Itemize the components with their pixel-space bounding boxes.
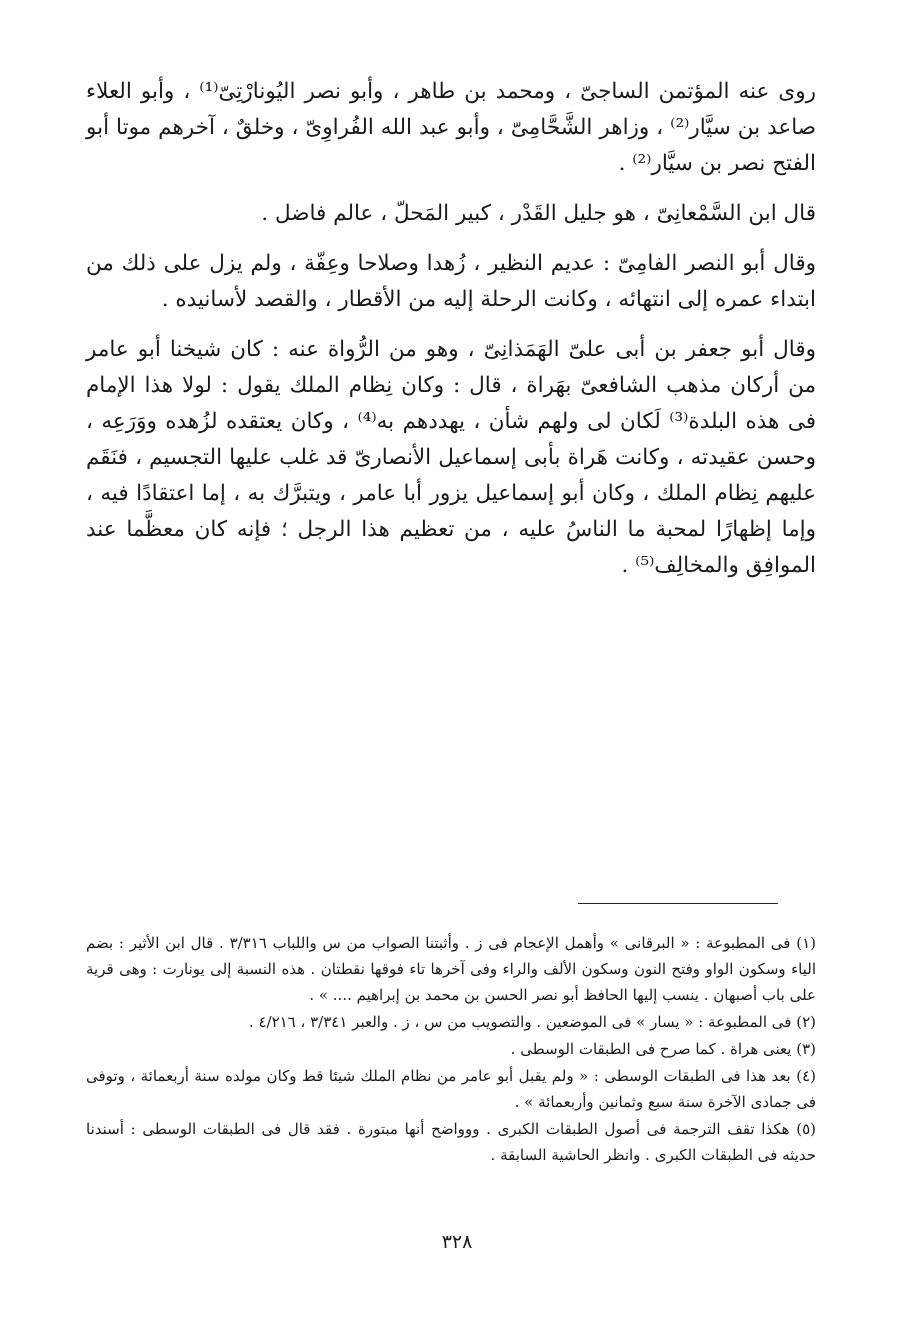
footnote-5: (٥) هكذا تقف الترجمة فى أصول الطبقات الكبرى . ووواضح أنها مبتورة . فقد قال فى الطبقات الوسطى : أسندنا حديثه فى الطبقات الكبرى . وانظر الحاشية السابقة . [86,1120,816,1164]
footnote-4: (٤) بعد هذا فى الطبقات الوسطى : « ولم يقبل أبو عامر من نظام الملك شيئا قط وكان مولده سنة أربعمائة ، وتوفى فى جمادى الآخرة سنة سبع وثمانين وأربعمائة » . [86,1067,816,1111]
footnote-2: (٢) فى المطبوعة : « يسار » فى الموضعين . والتصويب من س ، ز . والعبر ٣/٣٤١ ، ٤/٢١٦ . [248,1013,816,1031]
footnote-1: (١) فى المطبوعة : « البرقانى » وأهمل الإعجام فى ز . وأثبتنا الصواب من س واللباب ٣/٣١٦ . قال ابن الأثير : بضم الياء وسكون الواو وفتح النون وسكون الألف والراء وفى آخرها تاء فوقها نقطتان . هذه النسبة إلى يونارت : وهى قرية على باب أصبهان . ينسب إليها الحافظ أبو نصر الحسن بن محمد بن إبراهيم .... » . [86,934,816,1004]
paragraph-abu-jafar: وقال أبو جعفر بن أبى علىّ الهَمَذانِىّ ، وهو من الرُّواة عنه : كان شيخنا أبو عامر من أركان مذهب الشافعىّ بهَراة ، قال : وكان نِظام الملك يقول : لولا هذا الإمام فى هذه البلدة⁽³⁾ لَكان لى ولهم شأن ، يهددهم به⁽⁴⁾ ، وكان يعتقده لزُهده ووَرَعِه ، وحسن عقيدته ، وكانت هَراة بأبى إسماعيل الأنصارىّ قد غلب عليها التجسيم ، فنَقَم عليهم نِظام الملك ، وكان أبو إسماعيل يزور أبا عامر ، ويتبرَّك به ، إما اعتقادًا فيه ، وإما إظهارًا لمحبة ما الناسُ عليه ، من تعظيم هذا الرجل ؛ فإنه كان معظَّما عند الموافِق والمخالِف⁽⁵⁾ . [86,337,817,578]
paragraph-ibn-samani: قال ابن السَّمْعانِىّ ، هو جليل القَدْر ، كبير المَحلّ ، عالم فاضل . [261,201,816,226]
main-text [86,74,816,598]
footnotes [86,930,816,1169]
footnote-separator [578,903,778,904]
paragraph-abu-nasr: وقال أبو النصر الفامِىّ : عديم النظير ، زُهدا وصلاحا وعِفّة ، ولم يزل على ذلك من ابتداء عمره إلى انتهائه ، وكانت الرحلة إليه من الأقطار ، والقصد لأسانيده . [86,251,816,312]
footnote-3: (٣) يعنى هراة . كما صرح فى الطبقات الوسطى . [510,1040,816,1058]
page-number: ٣٢٨ [441,1231,473,1253]
paragraph-narrators: روى عنه المؤتمن الساجىّ ، ومحمد بن طاهر ، وأبو نصر اليُونارْتِىّ⁽¹⁾ ، وأبو العلاء صاعد بن سيَّار⁽²⁾ ، وزاهر الشَّحَّامِىّ ، وأبو عبد الله الفُراوِىّ ، وخلقٌ ، آخرهم موتا أبو الفتح نصر بن سيَّار⁽²⁾ . [86,79,816,176]
